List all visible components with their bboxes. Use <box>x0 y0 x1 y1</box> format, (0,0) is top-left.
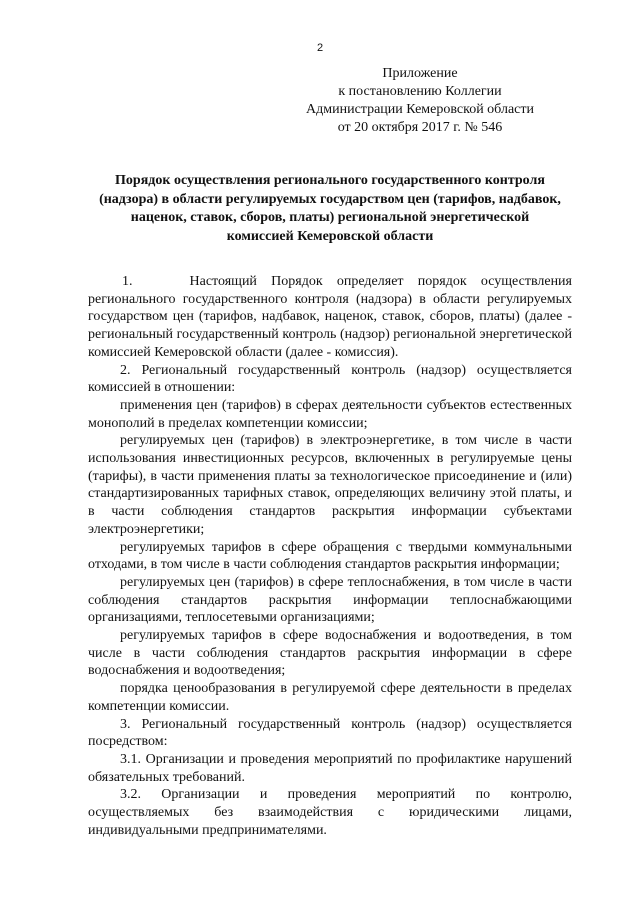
appendix-line: Администрации Кемеровской области <box>306 102 534 117</box>
title-line: наценок, ставок, сборов, платы) региональной энергетической <box>130 210 530 225</box>
paragraph-3-1: 3.1. Организации и проведения мероприятий по профилактике нарушений обязательных требований. <box>88 751 572 785</box>
appendix-header <box>300 65 540 137</box>
appendix-line: от 20 октября 2017 г. № 546 <box>337 120 503 135</box>
document-title <box>88 172 572 246</box>
title-line: (надзора) в области регулируемых государством цен (тарифов, надбавок, <box>99 191 561 207</box>
appendix-line: Приложение <box>382 66 458 81</box>
list-item: регулируемых цен (тарифов) в сфере теплоснабжения, в том числе в части соблюдения стандартов раскрытия информации теплоснабжающими организациями, теплосетевыми организациями; <box>88 574 572 626</box>
paragraph-2: 2. Региональный государственный контроль (надзор) осуществляется комиссией в отношении: <box>88 362 572 396</box>
page-number: 2 <box>316 42 324 54</box>
paragraph-3-2: 3.2. Организации и проведения мероприятий по контролю, осуществляемых без взаимодействия с юридическими лицами, индивидуальными предпринимателями. <box>88 787 572 838</box>
title-line: Порядок осуществления регионального государственного контроля <box>115 173 545 188</box>
paragraph-3: 3. Региональный государственный контроль (надзор) осуществляется посредством: <box>88 716 572 750</box>
list-item: регулируемых тарифов в сфере обращения с твердыми коммунальными отходами, в том числе в части соблюдения стандартов раскрытия информации; <box>88 539 572 573</box>
appendix-line: к постановлению Коллегии <box>338 84 502 99</box>
list-item: регулируемых цен (тарифов) в электроэнергетике, в том числе в части использования инвестиционных ресурсов, включенных в регулируемые цены (тарифы), в части применения платы за технологическое присоединение и (или) стандартизированных тарифных ставок, определяющих величину этой платы, и в части соблюдения стандартов раскрытия информации субъектами электроэнергетики; <box>88 433 572 537</box>
list-item: применения цен (тарифов) в сферах деятельности субъектов естественных монополий в пределах компетенции комиссии; <box>88 397 572 431</box>
list-item: регулируемых тарифов в сфере водоснабжения и водоотведения, в том числе в части соблюдения стандартов раскрытия информации в сфере водоснабжения и водоотведения; <box>88 628 572 679</box>
list-item: порядка ценообразования в регулируемой сфере деятельности в пределах компетенции комиссии. <box>88 681 572 714</box>
title-line: комиссией Кемеровской области <box>226 228 434 244</box>
paragraph-1: 1. Настоящий Порядок определяет порядок осуществления регионального государственного контроля (надзора) в области регулируемых государством цен (тарифов, надбавок, наценок, ставок, сборов, платы) (далее - региональный государственный контроль (надзор) региональной энергетической комиссией Кемеровской области (далее - комиссия). <box>88 274 572 360</box>
document-body <box>88 273 572 840</box>
